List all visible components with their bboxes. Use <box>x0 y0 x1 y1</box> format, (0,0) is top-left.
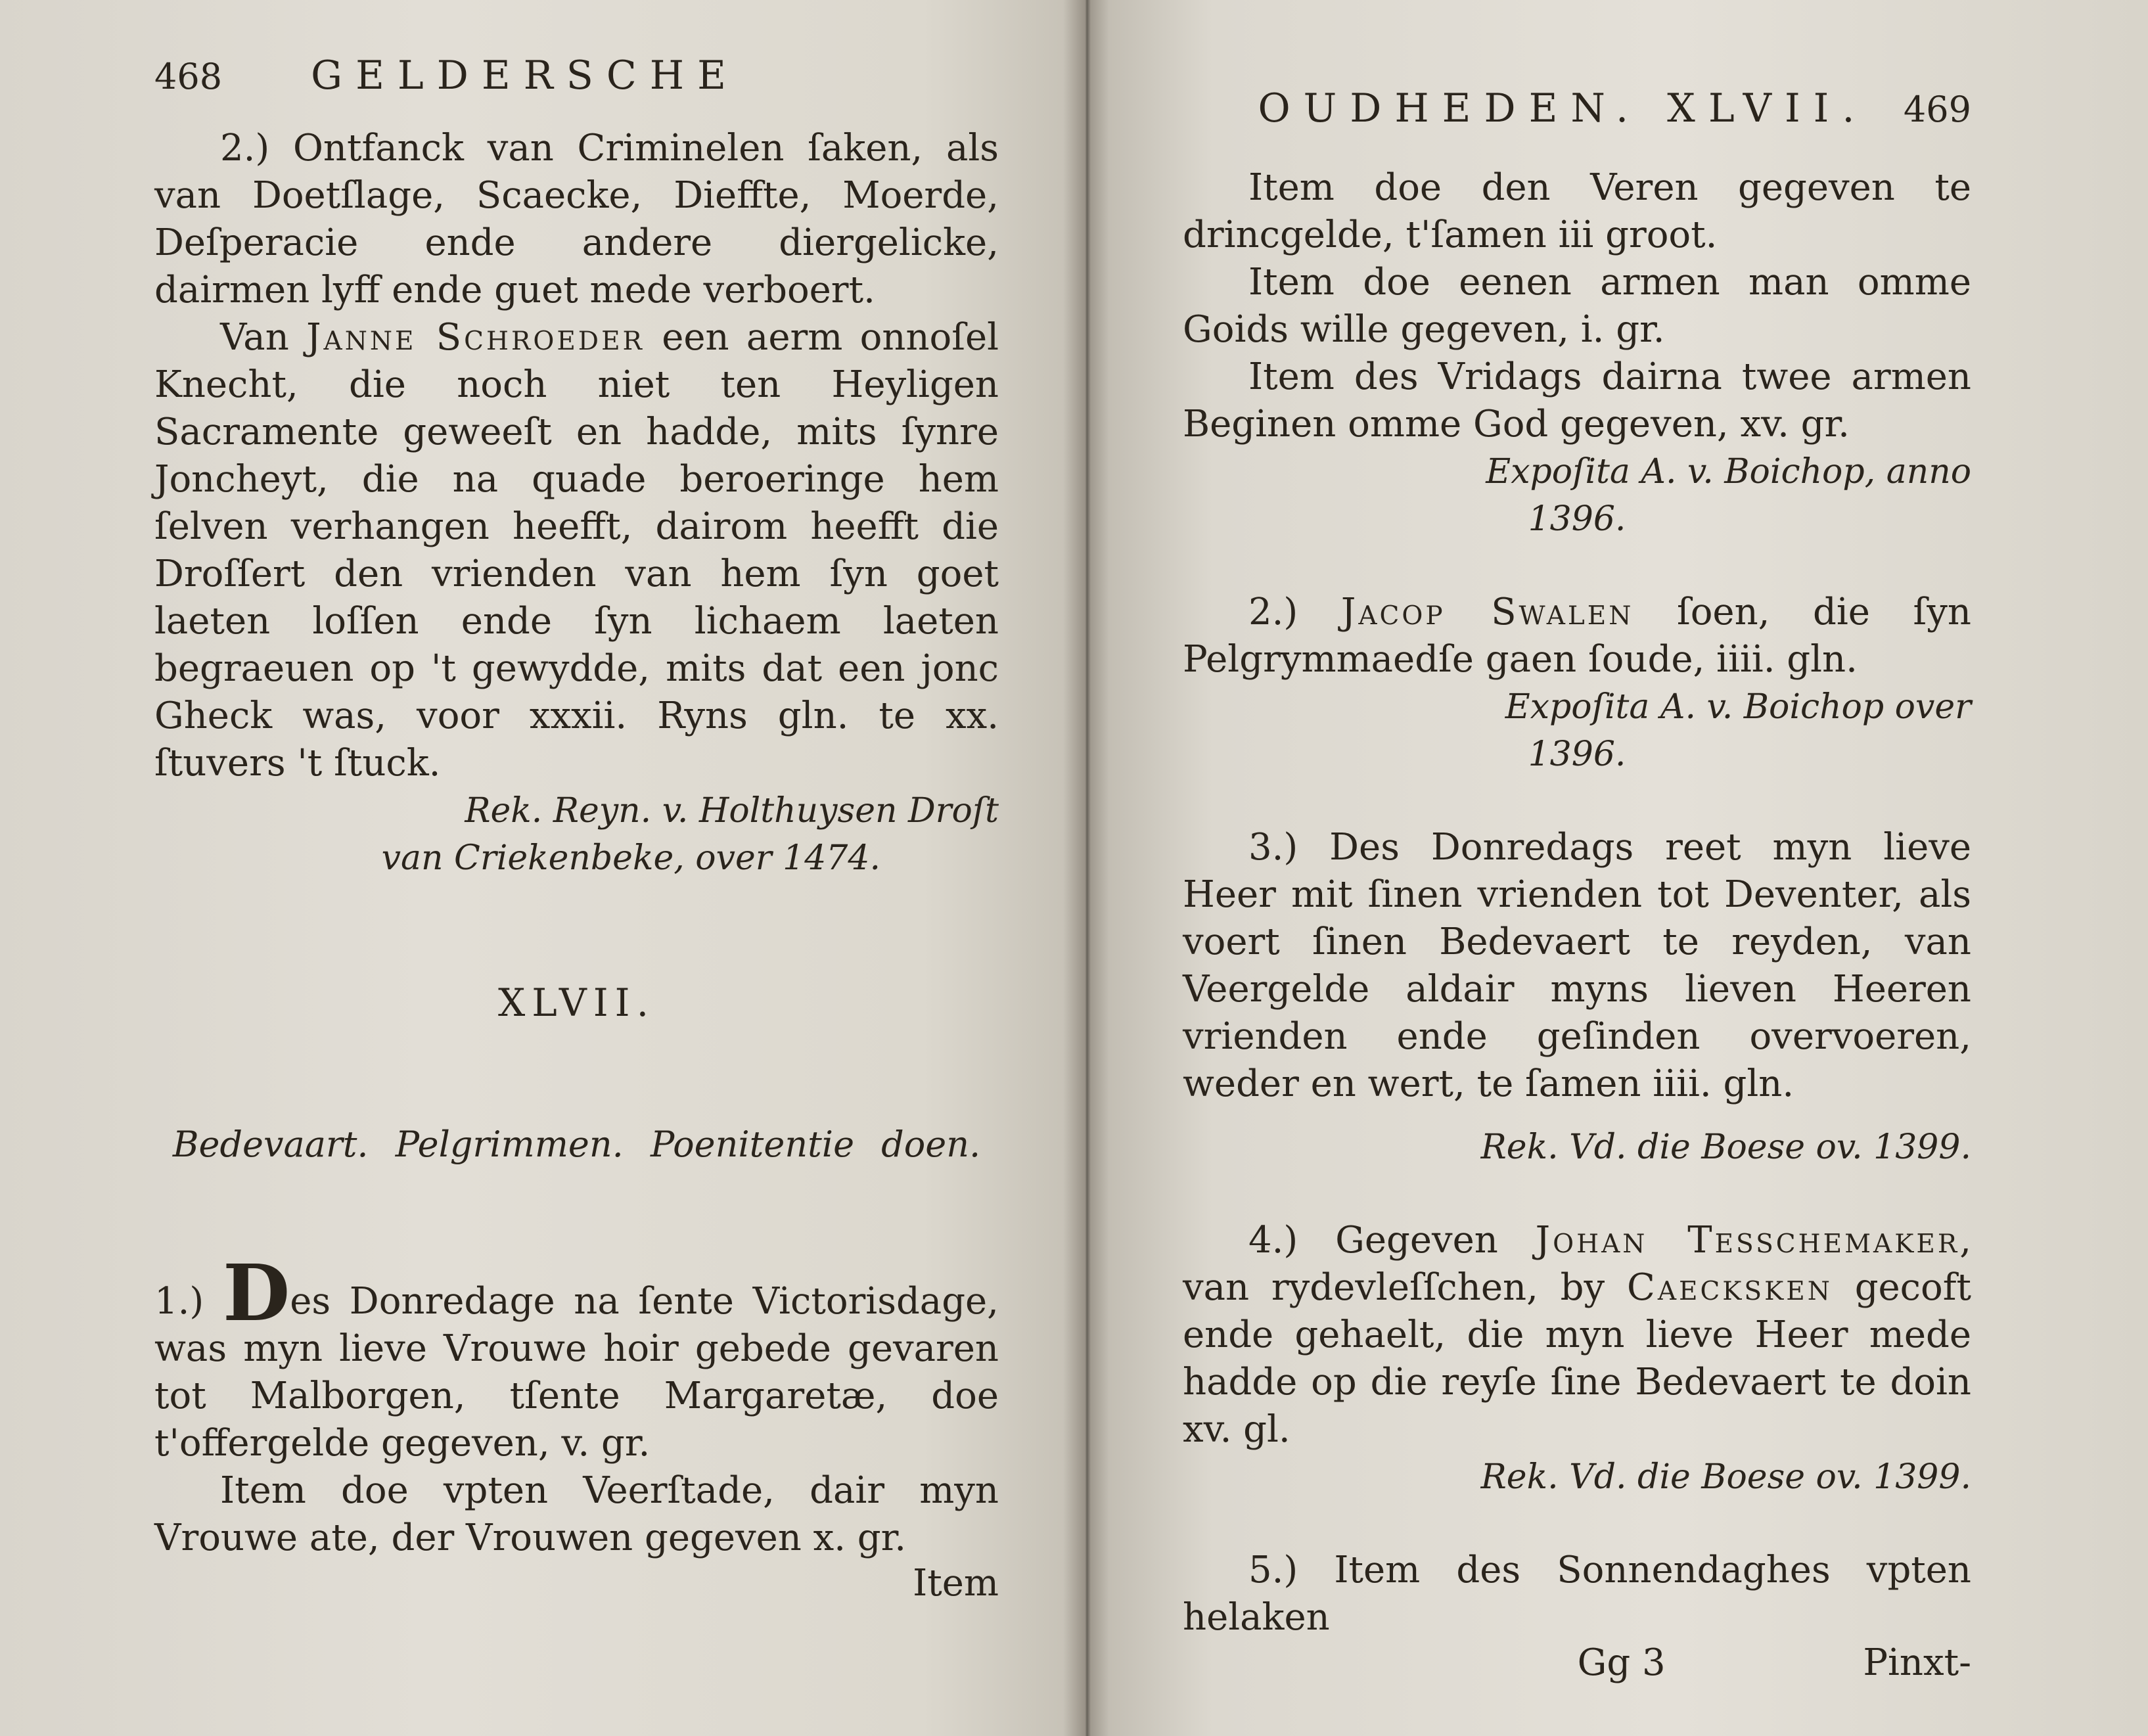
right-item-1: Item doe den Veren gegeven te drincgelde, t'ſamen iii groot. <box>1183 166 1971 256</box>
right-entry-3: 3.) Des Donredags reet myn lieve Heer mit ſinen vrienden tot Deventer, als voert ſinen Bedevaert te reyden, van Veergelde aldair myns lieven Heeren vrienden ende geſinden overvoeren, weder en wert, te ſamen iiii. gln. <box>1183 826 1971 1105</box>
person-name-johan: Johan Tesschemaker <box>1535 1219 1960 1262</box>
right-entry-2-text: ſoen, die ſyn Pelgrymmaedſe gaen ſoude, iiii. gln. <box>1183 591 1971 681</box>
right-running-head <box>1183 85 1971 164</box>
right-entry-4-text: gecoft ende gehaelt, die myn lieve Heer mede hadde op die reyſe ſine Bedevaert te doin xv. gl. <box>1183 1266 1971 1451</box>
right-citation-1-line1: Expoſita A. v. Boichop, anno <box>1486 452 1971 491</box>
right-entry-4 <box>1183 1217 1971 1453</box>
section-topics: Bedevaart. Pelgrimmen. Poenitentie doen. <box>172 1124 981 1165</box>
right-citation-1-line2: 1396. <box>1528 499 1626 539</box>
left-entry-1-number: 1.) <box>154 1280 204 1323</box>
person-name-janne: Janne Schroeder <box>306 316 645 359</box>
right-item-2: Item doe eenen armen man omme Goids wille gegeven, i. gr. <box>1183 261 1971 351</box>
left-entry-1 <box>154 1247 999 1467</box>
left-text-column <box>154 53 999 1605</box>
left-catchword: Item <box>913 1562 999 1605</box>
left-entry-item: Item doe vpten Veerſtade, dair myn Vrouwe ate, der Vrouwen gegeven x. gr. <box>154 1469 999 1559</box>
right-citation-4: Rek. Vd. die Boese ov. 1399. <box>1480 1457 1971 1497</box>
right-entry-2-number: 2.) <box>1248 591 1298 633</box>
right-footer <box>1183 1641 1971 1684</box>
right-citation-3: Rek. Vd. die Boese ov. 1399. <box>1480 1128 1971 1167</box>
right-citation-2-line2: 1396. <box>1528 735 1626 774</box>
signature-mark: Gg 3 <box>1577 1641 1666 1684</box>
right-text-column <box>1183 85 1971 1684</box>
right-citation-2-line1: Expoſita A. v. Boichop over <box>1505 687 1971 727</box>
left-running-head <box>154 53 999 125</box>
right-entry-4-mid: , van rydevleſſchen, by <box>1183 1219 1971 1309</box>
left-entry-janne-start: Van <box>220 316 289 359</box>
right-entry-4-start: 4.) Gegeven <box>1248 1219 1498 1262</box>
right-page-number: 469 <box>1903 89 1971 130</box>
right-catchword: Pinxt- <box>1863 1641 1971 1684</box>
left-entry-janne-rest: een aerm onnoſel Knecht, die noch niet ten Heyligen Sacramente geweeſt en hadde, mits ſynre Joncheyt, die na quade beroeringe hem ſelven verhangen heefft, dairom heefft die Droſſert den vrienden van hem ſyn goet laeten loſſen ende ſyn lichaem laeten begraeuen op 't gewydde, mits dat een jonc Gheck was, voor xxxii. Ryns gln. te xx. ſtuvers 't ſtuck. <box>154 316 999 785</box>
right-running-title: OUDHEDEN. XLVII. <box>1258 85 1868 131</box>
drop-cap: D <box>222 1247 290 1338</box>
book-gutter <box>1063 0 1109 1736</box>
left-entry-1-text: es Donredage na ſente Victorisdage, was myn lieve Vrouwe hoir gebede gevaren tot Malborgen, tſente Margaretæ, doe t'offergelde gegeven, v. gr. <box>154 1280 999 1465</box>
left-citation-line1: Rek. Reyn. v. Holthuysen Droſt <box>465 791 999 831</box>
person-name-caecksken: Caecksken <box>1626 1266 1833 1309</box>
left-entry-janne <box>154 314 999 787</box>
left-page-number: 468 <box>154 56 223 97</box>
left-running-title: GELDERSCHE <box>311 53 739 99</box>
section-number: XLVII. <box>497 980 656 1025</box>
person-name-jacop: Jacop Swalen <box>1340 591 1634 633</box>
right-entry-2 <box>1183 589 1971 683</box>
right-item-3: Item des Vridags dairna twee armen Beginen omme God gegeven, xv. gr. <box>1183 355 1971 445</box>
right-entry-5: 5.) Item des Sonnendaghes vpten helaken <box>1183 1549 1971 1639</box>
right-page <box>1085 0 2148 1736</box>
left-citation-line2: van Criekenbeke, over 1474. <box>381 838 880 878</box>
left-entry-2: 2.) Ontfanck van Criminelen ſaken, als van Doetſlage, Scaecke, Dieffte, Moerde, Deſperacie ende andere diergelicke, dairmen lyff ende guet mede verboert. <box>154 127 999 311</box>
